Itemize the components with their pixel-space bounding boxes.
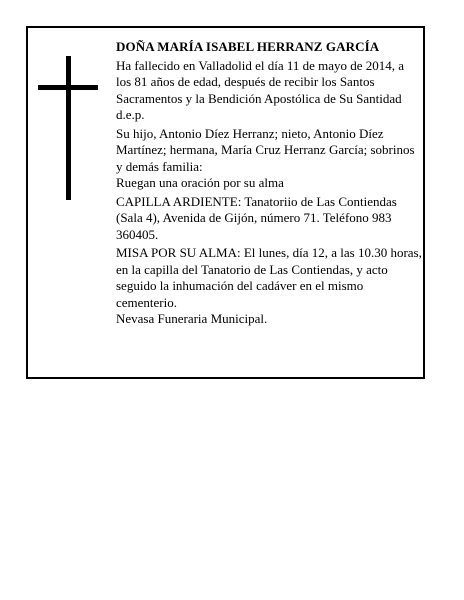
death-announcement: Ha fallecido en Valladolid el día 11 de mayo de 2014, a los 81 años de edad, después de recibir los Santos Sacramentos y la Bendición Apostólica de Su Santidad [116,57,405,106]
cross-icon [38,56,98,200]
mass-info: MISA POR SU ALMA: El lunes, día 12, a las 10.30 horas, en la capilla del Tanatorio de Las Contiendas, y acto seguido la inhumación del cadáver en el mismo cementerio. [116,245,422,310]
rip-abbreviation: d.e.p. [116,107,145,122]
cross-vertical-bar [66,56,71,200]
family-list: Su hijo, Antonio Díez Herranz; nieto, Antonio Díez Martínez; hermana, María Cruz Herranz García; sobrinos y demás familia: [116,125,415,174]
prayer-request: Ruegan una oración por su alma [116,175,284,190]
funeral-home: Nevasa Funeraria Municipal. [116,311,268,326]
cross-horizontal-bar [38,85,98,90]
notice-body [116,39,422,328]
deceased-name: DOÑA MARÍA ISABEL HERRANZ GARCÍA [116,39,380,54]
chapel-info: CAPILLA ARDIENTE: Tanatoriio de Las Contiendas (Sala 4), Avenida de Gijón, número 71. Teléfono 983 360405. [116,193,397,242]
obituary-notice [26,26,425,379]
